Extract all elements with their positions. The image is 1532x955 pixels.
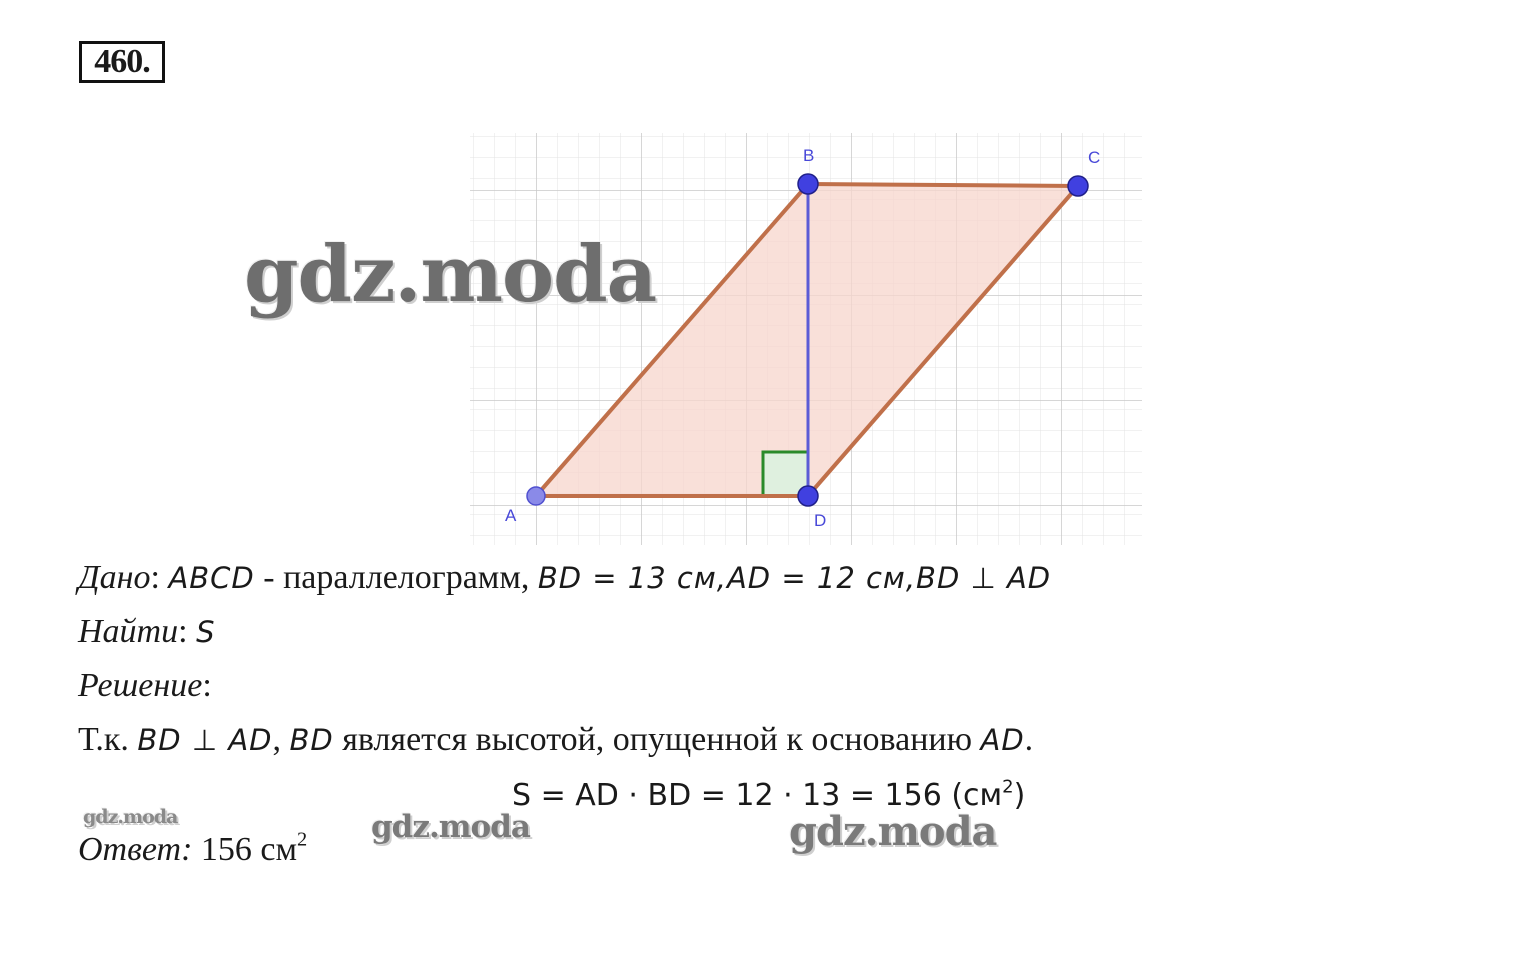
- given-perp: BD ⊥ AD: [916, 561, 1052, 595]
- solution-label: Решение: [78, 667, 203, 704]
- reason-prefix: Т.к.: [78, 721, 138, 758]
- point-a: [527, 487, 545, 505]
- watermark-big: gdz.moda: [244, 229, 657, 320]
- reason-dot: .: [1024, 721, 1034, 758]
- side-bc: [808, 184, 1078, 186]
- answer-line: [78, 830, 307, 870]
- answer-label: Ответ:: [78, 831, 193, 868]
- given-text: - параллелограмм,: [254, 559, 538, 596]
- figure-svg: [470, 133, 1142, 545]
- point-c: [1068, 176, 1088, 196]
- reason-perp: BD ⊥ AD: [137, 723, 273, 757]
- problem-number: 460.: [79, 41, 165, 83]
- given-line: [78, 558, 1051, 598]
- reason-ad: AD: [980, 723, 1025, 757]
- label-b: B: [803, 146, 815, 165]
- reason-bd: BD: [289, 723, 334, 757]
- given-bd: BD = 13 см,: [537, 561, 727, 595]
- reason-text: является высотой, опущенной к основанию: [333, 721, 981, 758]
- find-label: Найти: [78, 613, 179, 650]
- find-value: S: [196, 615, 216, 649]
- reason-comma: ,: [272, 721, 290, 758]
- solution-colon: :: [202, 667, 212, 704]
- watermark-small-1: gdz.moda: [83, 806, 178, 828]
- answer-sup: 2: [297, 828, 308, 851]
- point-d: [798, 486, 818, 506]
- watermark-small-2: gdz.moda: [371, 809, 530, 845]
- given-colon: :: [150, 559, 160, 596]
- reason-line: [78, 720, 1033, 760]
- parallelogram-figure: [470, 133, 1142, 545]
- formula-close: ): [1013, 778, 1026, 813]
- formula-lhs: S = AD · BD = 12 · 13 = 156 (см: [512, 778, 1003, 813]
- label-a: A: [505, 506, 517, 525]
- find-colon: :: [178, 613, 188, 650]
- given-label: Дано: [78, 559, 151, 596]
- solution-line: [78, 666, 212, 706]
- label-c: C: [1088, 148, 1101, 167]
- answer-value: 156 см: [192, 831, 297, 868]
- find-line: [78, 612, 215, 652]
- label-d: D: [814, 511, 827, 530]
- point-b: [798, 174, 818, 194]
- given-abcd: ABCD: [168, 561, 255, 595]
- watermark-small-3: gdz.moda: [789, 808, 997, 855]
- given-ad: AD = 12 см,: [726, 561, 917, 595]
- formula-sup: 2: [1002, 776, 1014, 798]
